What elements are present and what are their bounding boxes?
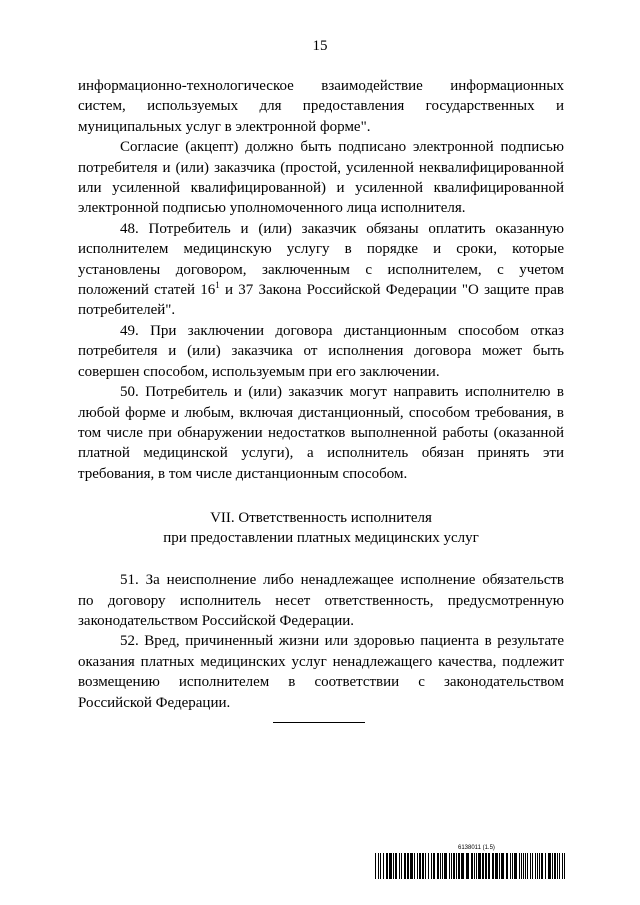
paragraph-50: 50. Потребитель и (или) заказчик могут направить исполнителю в любой форме и любым, включая дистанционный, способом требования, в том числе при обнаружении недостатков выполненной работы (оказанной платной медицинской услуги), а исполнитель обязан принять эти требования, в том числе дистанционным способом. xyxy=(78,384,564,482)
paragraph-48 xyxy=(78,219,564,321)
paragraph-48-text: 48. Потребитель и (или) заказчик обязаны оплатить оказанную исполнителем медицинскую услугу в порядке и сроки, которые установлены договором, заключенным с исполнителем, с учетом положений статей 16 xyxy=(78,220,564,299)
superscript: 1 xyxy=(215,280,220,291)
document-code: 6138011 (1.5) xyxy=(458,845,495,851)
barcode-icon xyxy=(375,853,565,879)
section-heading xyxy=(78,508,564,548)
end-rule xyxy=(273,722,365,723)
paragraph-51: 51. За неисполнение либо ненадлежащее исполнение обязательств по договору исполнитель несет ответственность, предусмотренную законодательством Российской Федерации. xyxy=(78,572,564,629)
paragraph-49: 49. При заключении договора дистанционным способом отказ потребителя и (или) заказчика от исполнения договора может быть совершен способом, используемым при его заключении. xyxy=(78,322,564,380)
paragraph-continuation: информационно-технологическое взаимодействие информационных систем, используемых для предоставления государственных и муниципальных услуг в электронной форме". xyxy=(78,78,564,135)
page-number: 15 xyxy=(312,38,328,54)
paragraph-48-text-end: и 37 Закона Российской Федерации "О защите прав потребителей". xyxy=(78,282,564,319)
document-body xyxy=(78,76,564,713)
paragraph-consent: Согласие (акцепт) должно быть подписано электронной подписью потребителя и (или) заказчика (простой, усиленной неквалифицированной или усиленной квалифицированной) и усиленной квалифицированной электронной подписью уполномоченного лица исполнителя. xyxy=(78,139,564,217)
section-heading-line1: VII. Ответственность исполнителя xyxy=(210,510,432,527)
section-heading-line2: при предоставлении платных медицинских услуг xyxy=(163,530,479,547)
paragraph-52: 52. Вред, причиненный жизни или здоровью пациента в результате оказания платных медицинских услуг ненадлежащего качества, подлежит возмещению исполнителем в соответствии с законодательством Российской Федерации. xyxy=(78,633,564,711)
